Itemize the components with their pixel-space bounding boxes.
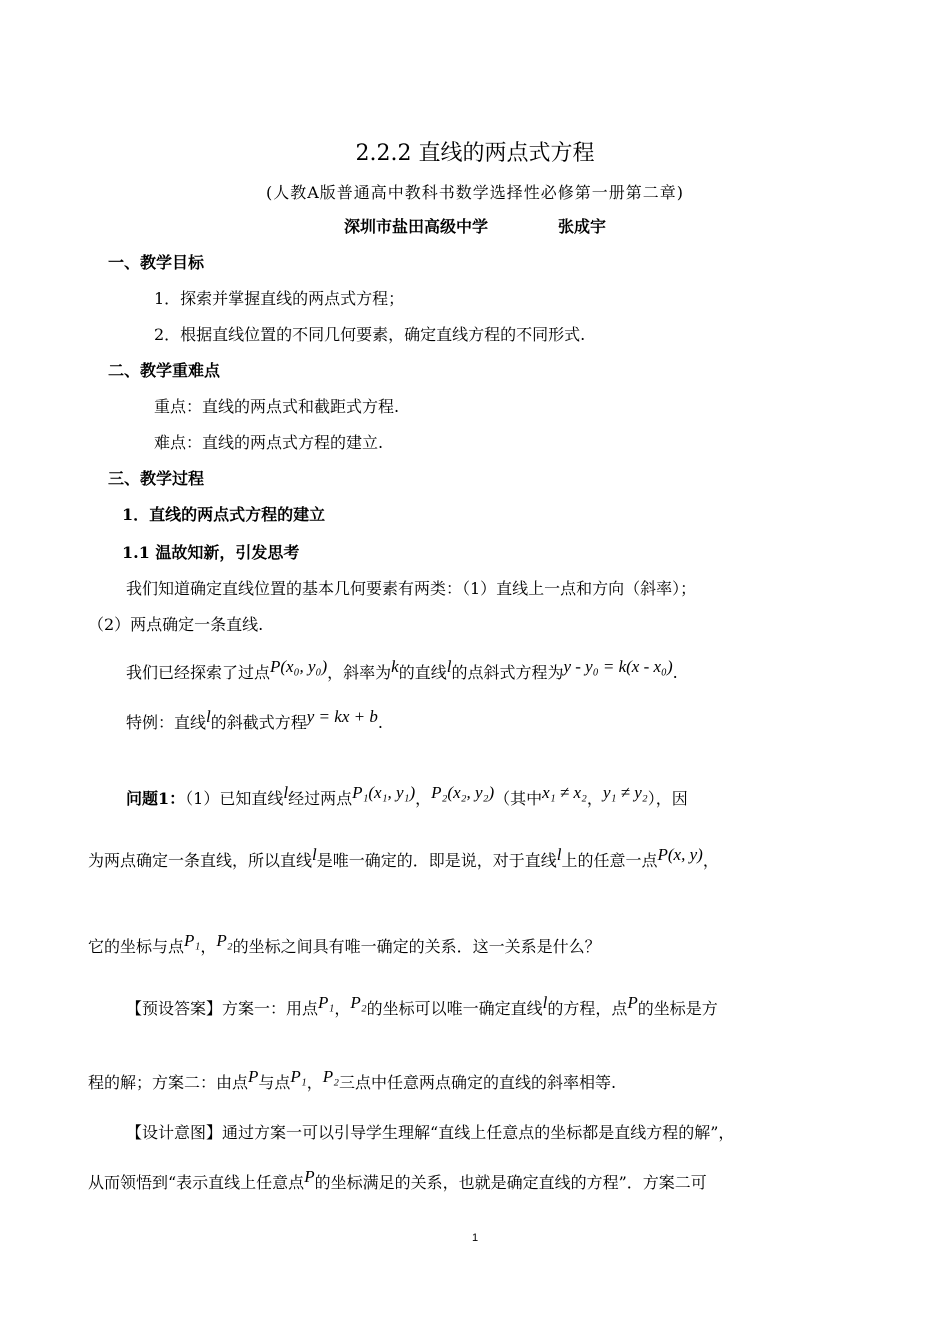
math-point-p0: P(x₀, y₀) [270, 657, 328, 676]
section-heading-process: 三、教学过程 [108, 469, 205, 488]
math-slope-intercept-equation: y = kx + b [306, 707, 378, 726]
section-heading-key-points: 二、教学重难点 [108, 361, 221, 380]
author-name: 张成宇 [558, 217, 607, 236]
goal-item-1: 1．探索并掌握直线的两点式方程； [154, 289, 405, 308]
point-slope-paragraph: 我们已经探索了过点P(x₀, y₀)，斜率为k的直线l的点斜式方程为y - y₀ = k(x - x₀). [126, 657, 678, 682]
page-title: 2.2.2 直线的两点式方程 [355, 141, 595, 166]
question-label: 问题1： [126, 789, 186, 808]
math-point-p2: P₂(x₂, y₂) [431, 783, 495, 802]
goal-item-2: 2．根据直线位置的不同几何要素，确定直线方程的不同形式. [154, 325, 586, 344]
section-heading-goals: 一、教学目标 [108, 253, 205, 272]
intent-label: 【设计意图】 [126, 1123, 223, 1142]
intent-line-1: 【设计意图】通过方案一可以引导学生理解“直线上任意点的坐标都是直线方程的解”， [126, 1123, 735, 1142]
math-point-p1: P₁(x₁, y₁) [352, 783, 416, 802]
intent-line-2: 从而领悟到“表示直线上任意点P的坐标满足的关系，也就是确定直线的方程”．方案二可 [88, 1167, 707, 1192]
school-name: 深圳市盐田高级中学 [343, 217, 488, 236]
question-1-line-2: 为两点确定一条直线，所以直线l是唯一确定的．即是说，对于直线l上的任意一点P(x, y)， [88, 845, 719, 870]
slope-intercept-paragraph: 特例：直线l的斜截式方程y = kx + b. [126, 707, 383, 732]
paragraph-line: （2）两点确定一条直线. [88, 615, 264, 634]
math-l: l [206, 707, 211, 726]
page-number: 1 [471, 1232, 479, 1244]
subtitle: (人教A版普通高中教科书数学选择性必修第一册第二章) [265, 183, 685, 202]
subheading-1-1: 1.1 温故知新，引发思考 [122, 543, 300, 562]
author-line [0, 214, 950, 237]
answer-line-2: 程的解；方案二：由点P与点P₁，P₂三点中任意两点确定的直线的斜率相等. [88, 1067, 617, 1092]
paragraph-line: 我们知道确定直线位置的基本几何要素有两类：（1）直线上一点和方向（斜率）； [126, 579, 697, 598]
math-l: l [446, 657, 452, 676]
question-1-line-3: 它的坐标与点P₁，P₂的坐标之间具有唯一确定的关系．这一关系是什么？ [88, 931, 601, 956]
answer-label: 【预设答案】 [126, 999, 223, 1018]
math-k: k [391, 657, 399, 676]
key-point: 重点：直线的两点式和截距式方程. [154, 397, 400, 416]
math-point-p: P(x, y) [657, 845, 703, 864]
math-point-slope-equation: y - y₀ = k(x - x₀) [563, 657, 673, 676]
subheading-1: 1．直线的两点式方程的建立 [122, 505, 326, 524]
difficult-point: 难点：直线的两点式方程的建立. [154, 433, 384, 452]
question-1-line-1: 问题1：（1）已知直线l经过两点P₁(x₁, y₁)，P₂(x₂, y₂)（其中x₁ ≠ x₂，y₁ ≠ y₂），因 [126, 783, 688, 808]
answer-line-1: 【预设答案】方案一：用点P₁，P₂的坐标可以唯一确定直线l的方程，点P的坐标是方 [126, 993, 718, 1018]
